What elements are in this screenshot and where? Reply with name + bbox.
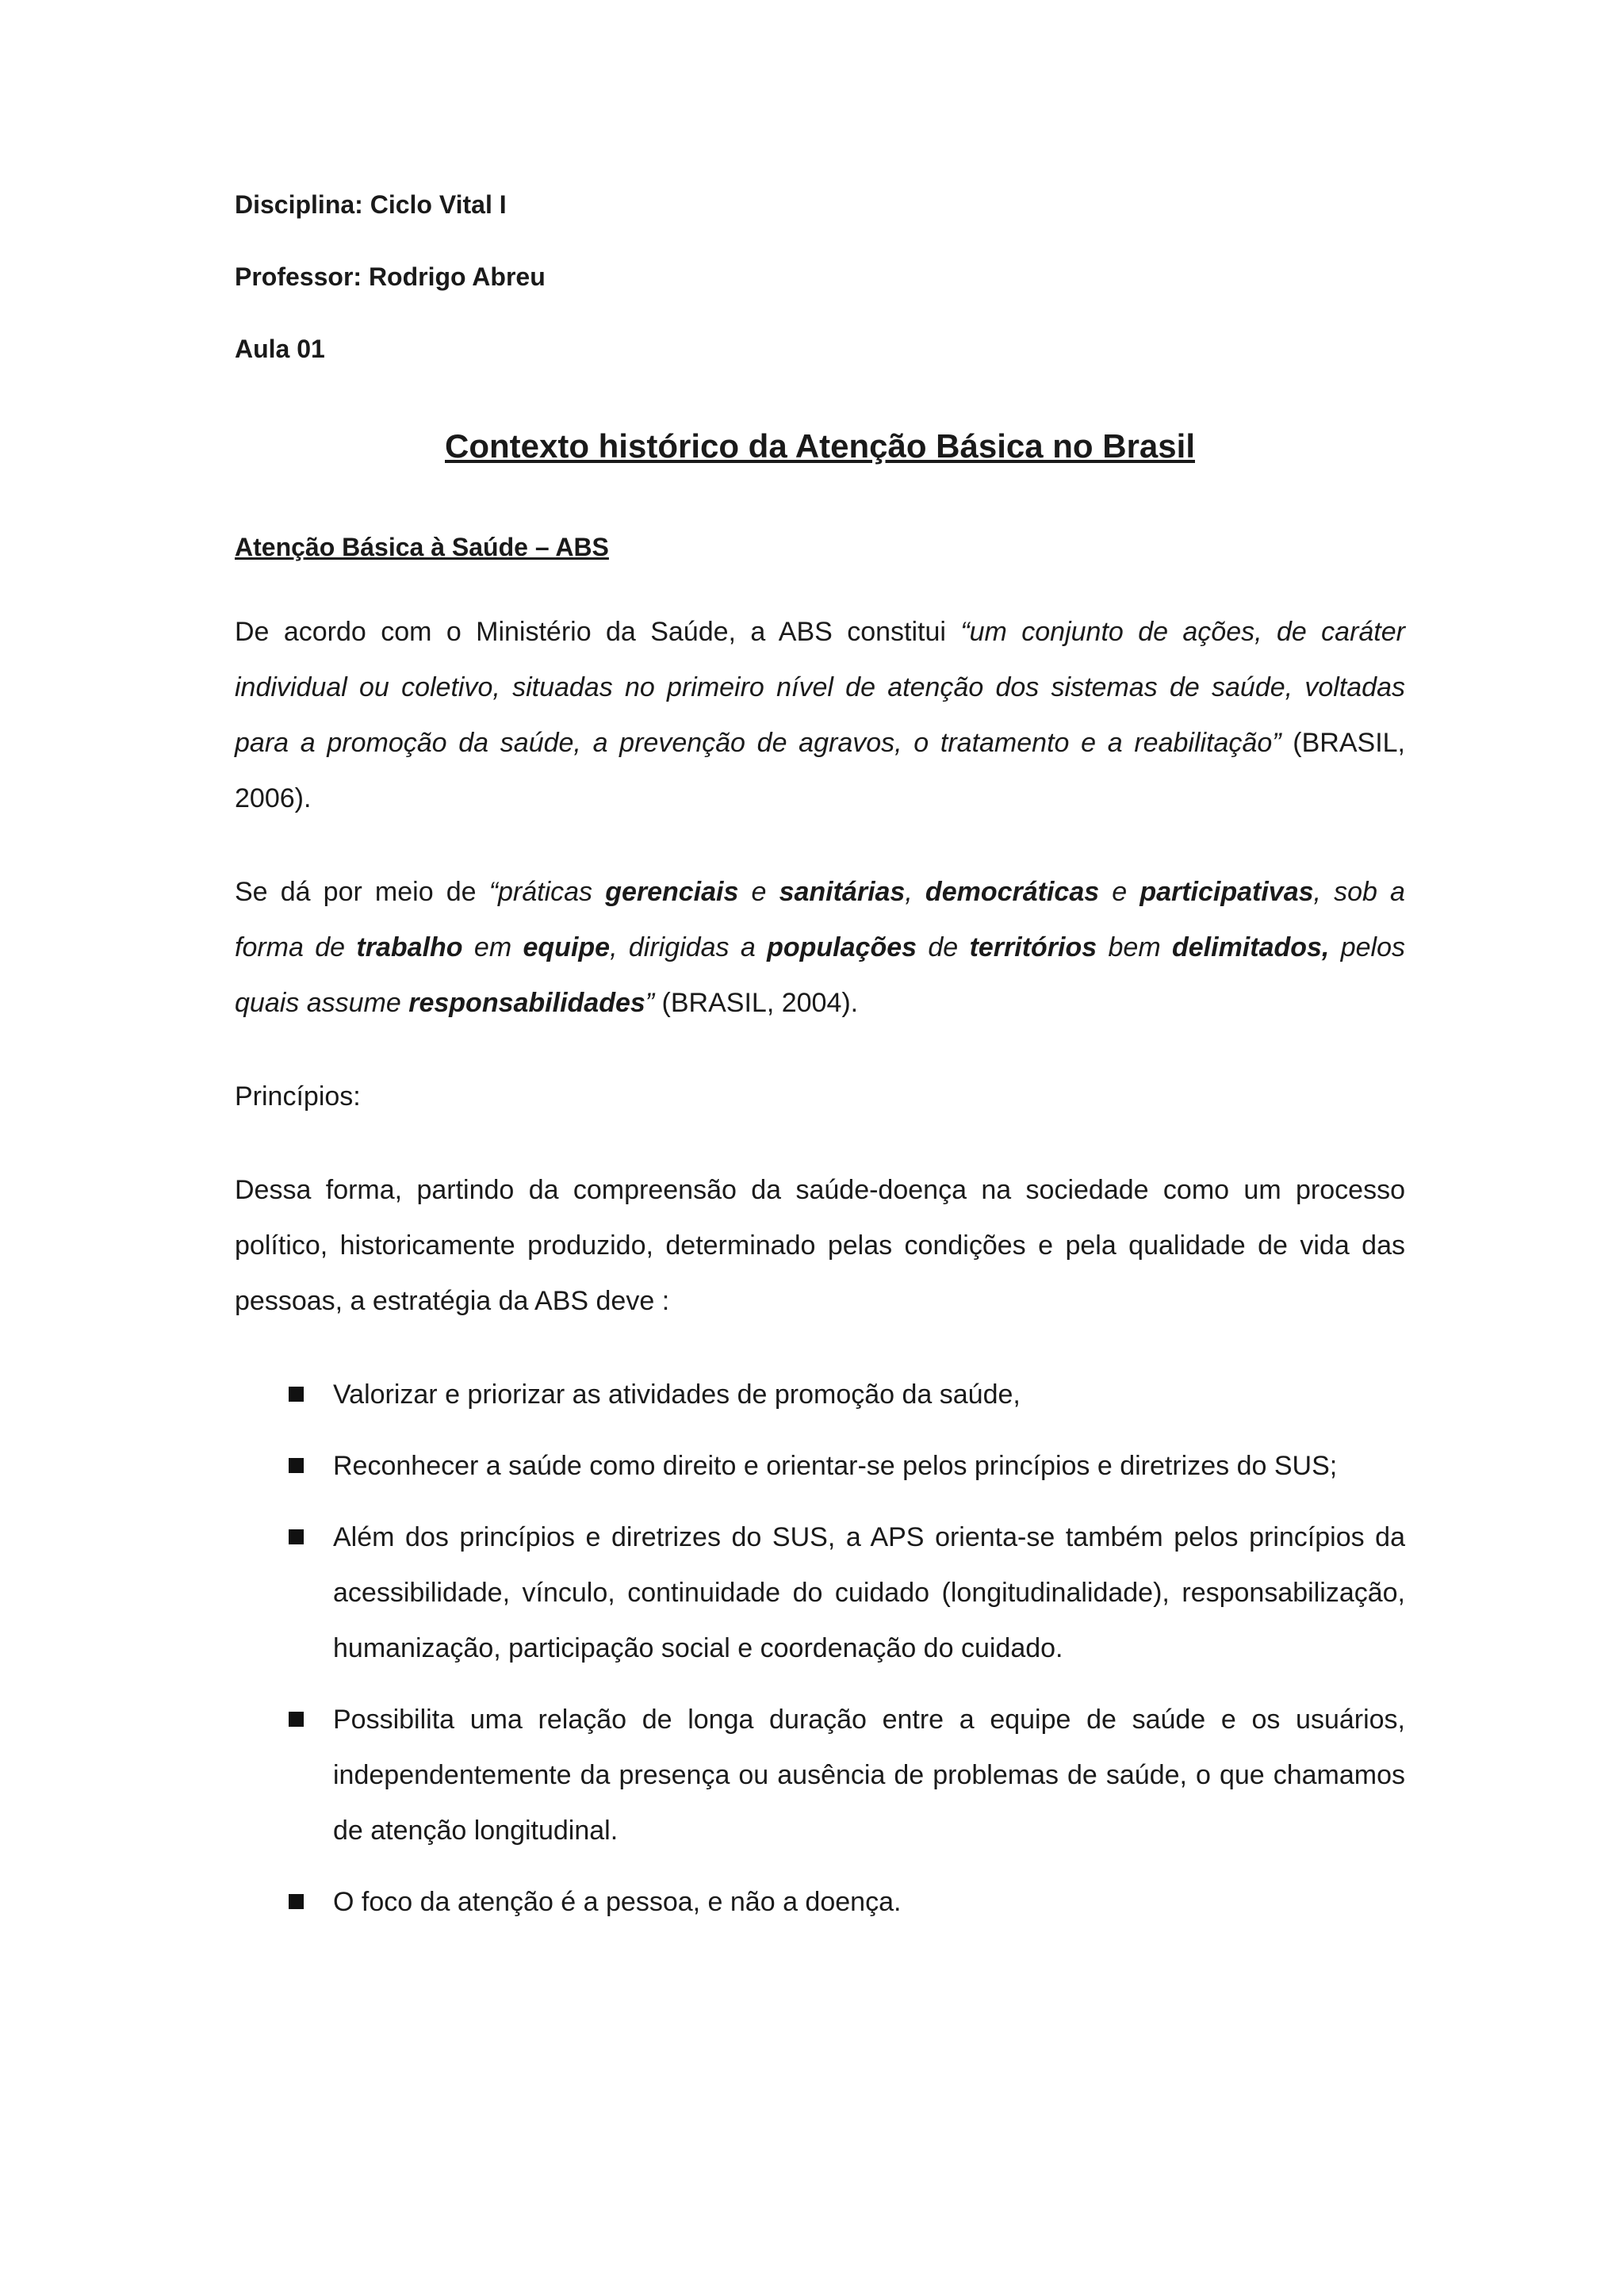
practices-emphasis: participativas	[1139, 877, 1314, 907]
list-item-text: Além dos princípios e diretrizes do SUS, a APS orienta-se também pelos princípios da acessibilidade, vínculo, continuidade do cuidado (longitudinalidade), responsabilização, humanização, participação social e coordenação do cuidado.	[333, 1522, 1405, 1663]
document-title: Contexto histórico da Atenção Básica no Brasil	[445, 427, 1195, 465]
section-title: Atenção Básica à Saúde – ABS	[235, 533, 609, 561]
document-content	[235, 189, 1405, 1946]
practices-emphasis: delimitados,	[1172, 932, 1330, 962]
practices-emphasis: sanitárias	[779, 877, 906, 907]
practices-text: ”	[645, 988, 655, 1018]
practices-text: pelos quais assume	[235, 932, 1406, 1018]
practices-text: , sob a forma de	[235, 877, 1405, 962]
paragraph-definition	[235, 604, 1405, 826]
list-item	[235, 1510, 1405, 1676]
list-item	[235, 1692, 1405, 1858]
practices-emphasis: territórios	[969, 932, 1097, 962]
list-item-text: Reconhecer a saúde como direito e orientar-se pelos princípios e diretrizes do SUS;	[333, 1451, 1338, 1481]
list-item	[235, 1438, 1405, 1494]
definition-quote: “um conjunto de ações, de caráter individual ou coletivo, situadas no primeiro nível de atenção dos sistemas de saúde, voltadas para a promoção da saúde, a prevenção de agravos, o tratamento e a reabilitação”	[235, 617, 1405, 758]
practices-text: “práticas	[488, 877, 606, 907]
practices-emphasis: trabalho	[356, 932, 463, 962]
practices-emphasis: gerenciais	[605, 877, 739, 907]
list-item-text: Valorizar e priorizar as atividades de promoção da saúde,	[333, 1380, 1021, 1410]
list-item	[235, 1874, 1405, 1930]
paragraph-strategy: Dessa forma, partindo da compreensão da saúde-doença na sociedade como um processo político, historicamente produzido, determinado pelas condições e pela qualidade de vida das pessoas, a estratégia da ABS deve :	[235, 1175, 1405, 1316]
practices-text: em	[462, 932, 523, 962]
definition-citation: (BRASIL, 2006).	[235, 728, 1405, 813]
discipline-line: Disciplina: Ciclo Vital I	[235, 190, 507, 219]
practices-emphasis: populações	[767, 932, 917, 962]
principles-label: Princípios:	[235, 1081, 361, 1112]
square-bullet-icon	[289, 1712, 304, 1727]
practices-text: bem	[1097, 932, 1172, 962]
definition-lead: De acordo com o Ministério da Saúde, a ABS constitui	[235, 617, 961, 647]
practices-citation: (BRASIL, 2004).	[654, 988, 859, 1018]
practices-text: Se dá por meio de	[235, 877, 489, 907]
practices-emphasis: equipe	[523, 932, 611, 962]
practices-text: ,	[905, 877, 925, 907]
practices-emphasis: responsabilidades	[408, 988, 645, 1018]
principles-list	[235, 1367, 1405, 1930]
practices-emphasis: democráticas	[925, 877, 1100, 907]
lesson-line: Aula 01	[235, 335, 325, 363]
square-bullet-icon	[289, 1387, 304, 1402]
professor-line: Professor: Rodrigo Abreu	[235, 262, 546, 291]
square-bullet-icon	[289, 1894, 304, 1909]
square-bullet-icon	[289, 1529, 304, 1544]
practices-text: de	[917, 932, 970, 962]
square-bullet-icon	[289, 1458, 304, 1473]
list-item-text: O foco da atenção é a pessoa, e não a doença.	[333, 1887, 902, 1917]
list-item	[235, 1367, 1405, 1422]
paragraph-practices	[235, 864, 1405, 1031]
practices-text: e	[738, 877, 779, 907]
list-item-text: Possibilita uma relação de longa duração entre a equipe de saúde e os usuários, independentemente da presença ou ausência de problemas de saúde, o que chamamos de atenção longitudinal.	[333, 1705, 1405, 1846]
practices-text: , dirigidas a	[610, 932, 768, 962]
practices-text: e	[1099, 877, 1140, 907]
